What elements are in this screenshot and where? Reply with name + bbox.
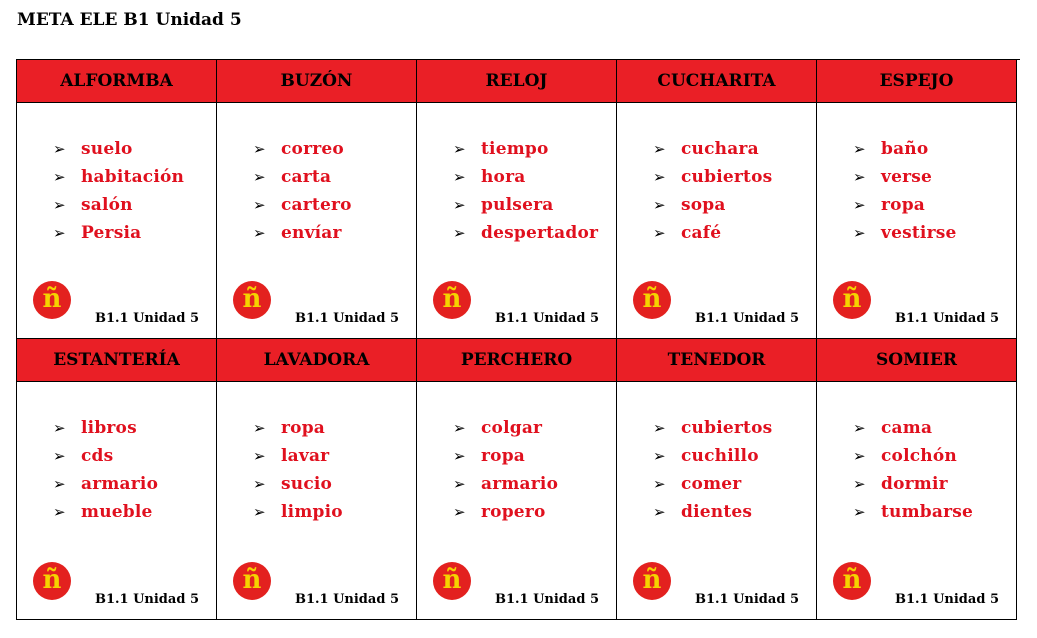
arrowhead-bullet-icon: ➢ (253, 447, 266, 465)
arrowhead-bullet-icon: ➢ (853, 196, 866, 214)
arrowhead-bullet-icon: ➢ (653, 475, 666, 493)
level-label: B1.1 Unidad 5 (694, 311, 799, 326)
list-item (253, 163, 352, 191)
vocab-word: colgar (481, 418, 543, 438)
vocab-word: tumbarse (881, 502, 974, 522)
enie-logo-icon (233, 562, 271, 600)
vocab-word: salón (81, 195, 133, 215)
word-list (53, 135, 184, 247)
card-title: CUCHARITA (617, 60, 816, 103)
arrowhead-bullet-icon: ➢ (53, 475, 66, 493)
vocab-word: correo (281, 139, 344, 159)
arrowhead-bullet-icon: ➢ (653, 224, 666, 242)
arrowhead-bullet-icon: ➢ (653, 503, 666, 521)
vocab-word: sucio (281, 474, 333, 494)
vocab-word: cubiertos (681, 167, 773, 187)
arrowhead-bullet-icon: ➢ (253, 168, 266, 186)
arrowhead-bullet-icon: ➢ (253, 475, 266, 493)
card-title: ALFORMBA (17, 60, 216, 103)
arrowhead-bullet-icon: ➢ (53, 419, 66, 437)
logo-glyph: ñ (642, 565, 662, 595)
list-item (453, 414, 558, 442)
list-item (653, 163, 772, 191)
arrowhead-bullet-icon: ➢ (53, 168, 66, 186)
list-item (253, 470, 343, 498)
list-item (453, 163, 598, 191)
vocab-word: ropa (481, 446, 525, 466)
vocab-word: armario (81, 474, 159, 494)
logo-glyph: ñ (642, 284, 662, 314)
arrowhead-bullet-icon: ➢ (853, 224, 866, 242)
list-item (653, 470, 772, 498)
list-item (853, 163, 957, 191)
word-list (653, 135, 772, 247)
vocab-word: tiempo (481, 139, 549, 159)
vocab-word: mueble (81, 502, 153, 522)
vocab-word: comer (681, 474, 742, 494)
logo-glyph: ñ (242, 284, 262, 314)
vocab-word: cuchara (681, 139, 759, 159)
list-item (653, 219, 772, 247)
arrowhead-bullet-icon: ➢ (253, 140, 266, 158)
arrowhead-bullet-icon: ➢ (653, 168, 666, 186)
list-item (853, 191, 957, 219)
list-item (453, 470, 558, 498)
vocab-word: carta (281, 167, 332, 187)
list-item (253, 219, 352, 247)
list-item (253, 414, 343, 442)
vocab-card (617, 60, 817, 339)
arrowhead-bullet-icon: ➢ (453, 196, 466, 214)
list-item (853, 470, 973, 498)
card-title: RELOJ (417, 60, 616, 103)
list-item (253, 498, 343, 526)
enie-logo-icon (833, 281, 871, 319)
card-title: LAVADORA (217, 339, 416, 382)
arrowhead-bullet-icon: ➢ (853, 140, 866, 158)
card-grid (16, 59, 1020, 620)
arrowhead-bullet-icon: ➢ (53, 140, 66, 158)
arrowhead-bullet-icon: ➢ (253, 224, 266, 242)
list-item (853, 135, 957, 163)
vocab-word: cartero (281, 195, 352, 215)
list-item (53, 219, 184, 247)
list-item (53, 135, 184, 163)
arrowhead-bullet-icon: ➢ (853, 475, 866, 493)
list-item (853, 219, 957, 247)
list-item (253, 135, 352, 163)
card-title: BUZÓN (217, 60, 416, 103)
vocab-word: ropa (281, 418, 325, 438)
level-label: B1.1 Unidad 5 (494, 592, 599, 607)
level-label: B1.1 Unidad 5 (294, 592, 399, 607)
list-item (53, 414, 158, 442)
arrowhead-bullet-icon: ➢ (653, 419, 666, 437)
vocab-card (817, 339, 1017, 620)
vocab-card (817, 60, 1017, 339)
arrowhead-bullet-icon: ➢ (653, 447, 666, 465)
vocab-word: vestirse (881, 223, 957, 243)
card-title: ESPEJO (817, 60, 1016, 103)
vocab-word: cuchillo (681, 446, 759, 466)
card-title: PERCHERO (417, 339, 616, 382)
arrowhead-bullet-icon: ➢ (53, 447, 66, 465)
vocab-word: verse (881, 167, 933, 187)
list-item (653, 414, 772, 442)
arrowhead-bullet-icon: ➢ (53, 224, 66, 242)
vocab-word: limpio (281, 502, 343, 522)
arrowhead-bullet-icon: ➢ (653, 196, 666, 214)
list-item (53, 163, 184, 191)
enie-logo-icon (33, 562, 71, 600)
list-item (853, 414, 973, 442)
list-item (453, 219, 598, 247)
list-item (653, 442, 772, 470)
vocab-word: cds (81, 446, 114, 466)
vocab-word: café (681, 223, 722, 243)
vocab-card (417, 339, 617, 620)
vocab-word: dormir (881, 474, 948, 494)
list-item (453, 135, 598, 163)
arrowhead-bullet-icon: ➢ (53, 196, 66, 214)
level-label: B1.1 Unidad 5 (94, 311, 199, 326)
vocab-word: colchón (881, 446, 957, 466)
page-title: META ELE B1 Unidad 5 (17, 10, 242, 30)
list-item (53, 442, 158, 470)
vocab-word: ropero (481, 502, 546, 522)
word-list (453, 414, 558, 526)
arrowhead-bullet-icon: ➢ (453, 168, 466, 186)
arrowhead-bullet-icon: ➢ (853, 419, 866, 437)
vocab-word: cama (881, 418, 933, 438)
logo-glyph: ñ (442, 284, 462, 314)
logo-glyph: ñ (242, 565, 262, 595)
enie-logo-icon (633, 281, 671, 319)
arrowhead-bullet-icon: ➢ (253, 196, 266, 214)
level-label: B1.1 Unidad 5 (894, 311, 999, 326)
list-item (53, 498, 158, 526)
list-item (653, 498, 772, 526)
arrowhead-bullet-icon: ➢ (253, 503, 266, 521)
arrowhead-bullet-icon: ➢ (453, 447, 466, 465)
level-label: B1.1 Unidad 5 (894, 592, 999, 607)
vocab-card (217, 339, 417, 620)
list-item (853, 442, 973, 470)
arrowhead-bullet-icon: ➢ (453, 503, 466, 521)
vocab-card (17, 60, 217, 339)
enie-logo-icon (633, 562, 671, 600)
enie-logo-icon (33, 281, 71, 319)
word-list (853, 414, 973, 526)
card-title: ESTANTERÍA (17, 339, 216, 382)
logo-glyph: ñ (42, 284, 62, 314)
vocab-word: ropa (881, 195, 925, 215)
logo-glyph: ñ (842, 565, 862, 595)
vocab-word: despertador (481, 223, 599, 243)
logo-glyph: ñ (42, 565, 62, 595)
vocab-word: pulsera (481, 195, 554, 215)
arrowhead-bullet-icon: ➢ (853, 447, 866, 465)
word-list (253, 414, 343, 526)
word-list (653, 414, 772, 526)
vocab-word: armario (481, 474, 559, 494)
list-item (253, 442, 343, 470)
word-list (53, 414, 158, 526)
list-item (53, 470, 158, 498)
vocab-word: envíar (281, 223, 342, 243)
vocab-card (417, 60, 617, 339)
word-list (253, 135, 352, 247)
vocab-word: dientes (681, 502, 753, 522)
logo-glyph: ñ (842, 284, 862, 314)
level-label: B1.1 Unidad 5 (494, 311, 599, 326)
vocab-word: sopa (681, 195, 726, 215)
vocab-word: lavar (281, 446, 330, 466)
list-item (53, 191, 184, 219)
list-item (653, 135, 772, 163)
level-label: B1.1 Unidad 5 (694, 592, 799, 607)
arrowhead-bullet-icon: ➢ (653, 140, 666, 158)
vocab-word: cubiertos (681, 418, 773, 438)
vocab-word: habitación (81, 167, 185, 187)
card-title: SOMIER (817, 339, 1016, 382)
word-list (453, 135, 598, 247)
level-label: B1.1 Unidad 5 (94, 592, 199, 607)
arrowhead-bullet-icon: ➢ (53, 503, 66, 521)
list-item (253, 191, 352, 219)
word-list (853, 135, 957, 247)
vocab-word: suelo (81, 139, 133, 159)
list-item (453, 498, 558, 526)
logo-glyph: ñ (442, 565, 462, 595)
arrowhead-bullet-icon: ➢ (853, 168, 866, 186)
arrowhead-bullet-icon: ➢ (453, 224, 466, 242)
vocab-card (217, 60, 417, 339)
arrowhead-bullet-icon: ➢ (253, 419, 266, 437)
list-item (453, 442, 558, 470)
vocab-word: baño (881, 139, 929, 159)
list-item (653, 191, 772, 219)
arrowhead-bullet-icon: ➢ (853, 503, 866, 521)
list-item (853, 498, 973, 526)
enie-logo-icon (433, 281, 471, 319)
arrowhead-bullet-icon: ➢ (453, 419, 466, 437)
level-label: B1.1 Unidad 5 (294, 311, 399, 326)
arrowhead-bullet-icon: ➢ (453, 475, 466, 493)
vocab-card (617, 339, 817, 620)
vocab-word: Persia (81, 223, 142, 243)
vocab-word: libros (81, 418, 137, 438)
enie-logo-icon (433, 562, 471, 600)
list-item (453, 191, 598, 219)
enie-logo-icon (833, 562, 871, 600)
card-title: TENEDOR (617, 339, 816, 382)
arrowhead-bullet-icon: ➢ (453, 140, 466, 158)
enie-logo-icon (233, 281, 271, 319)
vocab-card (17, 339, 217, 620)
vocab-word: hora (481, 167, 526, 187)
